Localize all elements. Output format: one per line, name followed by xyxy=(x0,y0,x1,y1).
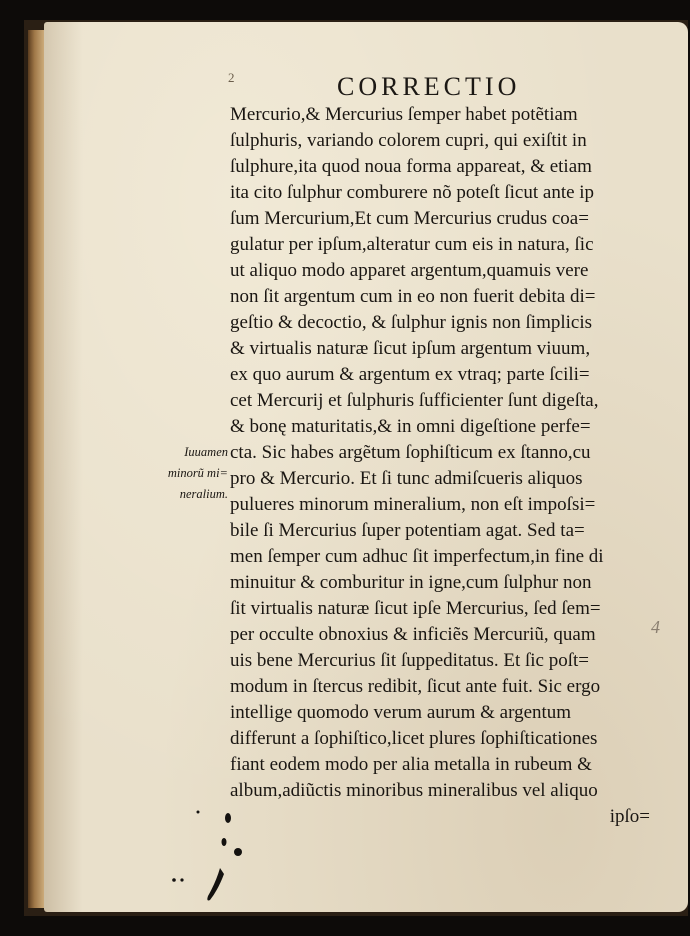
marginal-note xyxy=(152,442,228,505)
marginal-note-line: neralium. xyxy=(179,487,228,501)
text-line: ſulphure,ita quod noua forma appareat, & etiam xyxy=(230,156,592,177)
text-line: album,adiũctis minoribus mineralibus vel aliquo xyxy=(230,780,598,801)
marginal-note-line: minorũ mi= xyxy=(167,466,228,480)
text-line: minuitur & comburitur in igne,cum ſulphur non xyxy=(230,572,592,593)
page-marker: 2 xyxy=(228,70,235,85)
text-line: differunt a ſophiſtico,licet plures ſophiſticationes xyxy=(230,728,598,749)
text-line: Mercurio,& Mercurius ſemper habet potẽtiam xyxy=(230,104,578,125)
text-line: pro & Mercurio. Et ſi tunc admiſcueris aliquos xyxy=(230,468,583,489)
text-line: gulatur per ipſum,alteratur cum eis in natura, ſic xyxy=(230,234,594,255)
text-line: pulueres minorum mineralium, non eſt impoſsi= xyxy=(230,494,596,515)
catchword: ipſo= xyxy=(609,806,650,827)
text-line: ita cito ſulphur comburere nõ poteſt ſicut ante ip xyxy=(230,182,595,203)
text-line: men ſemper cum adhuc ſit imperfectum,in fine di xyxy=(230,546,604,567)
text-line: per occulte obnoxius & inficiẽs Mercuriũ, quam xyxy=(230,624,596,645)
text-line: cta. Sic habes argẽtum ſophiſticum ex ſtanno,cu xyxy=(230,442,591,463)
text-line: ut aliquo modo apparet argentum,quamuis vere xyxy=(230,260,589,281)
text-line: geſtio & decoctio, & ſulphur ignis non ſimplicis xyxy=(230,312,593,333)
text-line: ſit virtualis naturæ ſicut ipſe Mercurius, ſed ſem= xyxy=(230,598,601,619)
text-line: uis bene Mercurius ſit ſuppeditatus. Et ſic poſt= xyxy=(230,650,589,671)
text-line: fiant eodem modo per alia metalla in rubeum & xyxy=(230,754,592,775)
text-line: intellige quomodo verum aurum & argentum xyxy=(230,702,572,723)
text-line: modum in ſtercus redibit, ſicut ante fuit. Sic ergo xyxy=(230,676,601,697)
text-line: ex quo aurum & argentum ex vtraq; parte ſcili= xyxy=(230,364,590,385)
text-line: & virtualis naturæ ſicut ipſum argentum viuum, xyxy=(230,338,591,359)
main-text-block xyxy=(230,102,650,830)
marginal-note-line: Iuuamen xyxy=(184,445,228,459)
text-line: cet Mercurij et ſulphuris ſufficienter ſunt digeſta, xyxy=(230,390,599,411)
text-line: bile ſi Mercurius ſuper potentiam agat. Sed ta= xyxy=(230,520,585,541)
ink-stain xyxy=(168,810,248,910)
text-line: & bonę maturitatis,& in omni digeſtione perfe= xyxy=(230,416,591,437)
handwritten-mark: 4 xyxy=(651,617,660,637)
text-line: ſulphuris, variando colorem cupri, qui exiſtit in xyxy=(230,130,587,151)
running-head: CORRECTIO xyxy=(337,72,521,101)
text-line: ſum Mercurium,Et cum Mercurius crudus coa= xyxy=(230,208,589,229)
text-line: non ſit argentum cum in eo non fuerit debita di= xyxy=(230,286,596,307)
